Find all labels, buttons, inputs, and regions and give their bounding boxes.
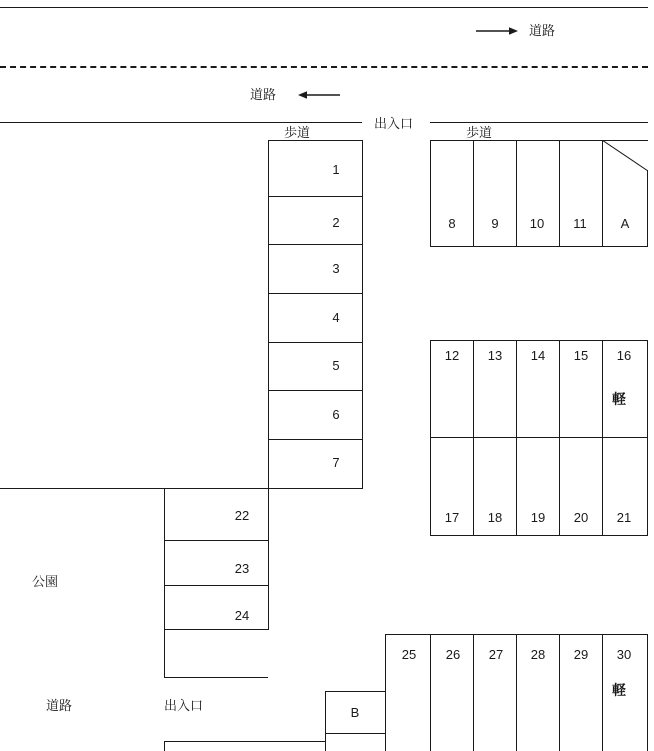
rowb-top-edge <box>430 340 648 341</box>
stall-a: A <box>620 216 630 231</box>
rowc-bottom-edge <box>430 535 648 536</box>
road-top-upper-edge <box>0 7 648 8</box>
stall-10: 10 <box>529 216 545 231</box>
lower-left-div-24 <box>164 629 269 630</box>
entrance-label-top: 出入口 <box>374 116 414 131</box>
stall-6: 6 <box>332 407 340 422</box>
left-column-right-border <box>362 140 363 489</box>
rowa-div-2 <box>516 140 517 246</box>
stall-19: 19 <box>530 510 546 525</box>
rowa-bottom-edge <box>430 246 648 247</box>
stall-9: 9 <box>491 216 499 231</box>
rowa-div-3 <box>559 140 560 246</box>
rowb-div-1 <box>473 340 474 535</box>
stall-23: 23 <box>234 561 250 576</box>
b-stall-left <box>325 691 326 751</box>
b-stall-bottom <box>325 733 386 734</box>
stall-5: 5 <box>332 358 340 373</box>
stall-20: 20 <box>573 510 589 525</box>
stall-30: 30 <box>616 647 632 662</box>
kei-mark-16: 軽 <box>612 391 626 407</box>
left-column-div-7 <box>268 488 363 489</box>
rowa-left-border <box>430 140 431 246</box>
bottom-row-div-3 <box>516 634 517 751</box>
road-center-dashed-line <box>0 66 648 68</box>
b-stall-right <box>385 691 386 751</box>
stall-24: 24 <box>234 608 250 623</box>
road-lower-edge-left <box>0 122 362 123</box>
stall-1: 1 <box>332 162 340 177</box>
b-stall-top <box>325 691 386 692</box>
bottom-row-div-5 <box>602 634 603 751</box>
stall-15: 15 <box>573 348 589 363</box>
stall-7: 7 <box>332 455 340 470</box>
stall-16: 16 <box>616 348 632 363</box>
stall-13: 13 <box>487 348 503 363</box>
rowa-div-1 <box>473 140 474 246</box>
lower-left-stalls-right-border <box>268 488 269 629</box>
sidewalk-label-left: 歩道 <box>284 125 311 140</box>
entrance-label-bottom: 出入口 <box>164 698 204 713</box>
left-column-div-2 <box>268 244 363 245</box>
stall-18: 18 <box>487 510 503 525</box>
stall-b: B <box>350 705 360 720</box>
left-column-div-1 <box>268 196 363 197</box>
left-column-div-5 <box>268 390 363 391</box>
stall-3: 3 <box>332 261 340 276</box>
stall-28: 28 <box>530 647 546 662</box>
left-column-div-3 <box>268 293 363 294</box>
left-column-div-4 <box>268 342 363 343</box>
road-label-bottom: 道路 <box>46 698 73 713</box>
stall-11: 11 <box>573 216 587 231</box>
road-label-top: 道路 <box>529 23 556 38</box>
rowb-div-3 <box>559 340 560 535</box>
park-label: 公園 <box>32 574 59 589</box>
left-column-div-6 <box>268 439 363 440</box>
rowb-right-border <box>647 340 648 535</box>
rowb-left-border <box>430 340 431 535</box>
lot-bottom-boundary-left <box>164 741 326 742</box>
stall-2: 2 <box>332 215 340 230</box>
arrow-right-top <box>476 26 518 36</box>
stall-12: 12 <box>444 348 460 363</box>
rowb-bottom-edge <box>430 437 648 438</box>
stall-17: 17 <box>444 510 460 525</box>
rowb-div-2 <box>516 340 517 535</box>
road-lower-edge-right <box>430 122 648 123</box>
left-column-left-border <box>268 140 269 489</box>
lot-bottom-boundary-left-riser <box>164 741 165 751</box>
sidewalk-line-left <box>268 140 363 141</box>
park-top-edge <box>0 488 268 489</box>
corner-chamfer-top-right <box>602 140 648 172</box>
bottom-row-right-border <box>647 634 648 751</box>
stall-25: 25 <box>401 647 417 662</box>
bottom-row-div-2 <box>473 634 474 751</box>
stall-21: 21 <box>616 510 632 525</box>
bottom-row-div-4 <box>559 634 560 751</box>
park-right-border <box>164 488 165 677</box>
lower-left-div-23 <box>164 585 269 586</box>
road-label-second: 道路 <box>250 87 277 102</box>
arrow-left-second <box>298 90 340 100</box>
stall-27: 27 <box>488 647 504 662</box>
stall-4: 4 <box>332 310 340 325</box>
sidewalk-label-right: 歩道 <box>466 125 493 140</box>
bottom-row-div-1 <box>430 634 431 751</box>
kei-mark-30: 軽 <box>612 682 626 698</box>
stall-22: 22 <box>234 508 250 523</box>
stall-14: 14 <box>530 348 546 363</box>
rowa-right-border <box>647 170 648 246</box>
lower-left-div-22 <box>164 540 269 541</box>
rowb-div-4 <box>602 340 603 535</box>
park-bottom-edge <box>164 677 268 678</box>
stall-8: 8 <box>448 216 456 231</box>
stall-29: 29 <box>573 647 589 662</box>
stall-26: 26 <box>445 647 461 662</box>
